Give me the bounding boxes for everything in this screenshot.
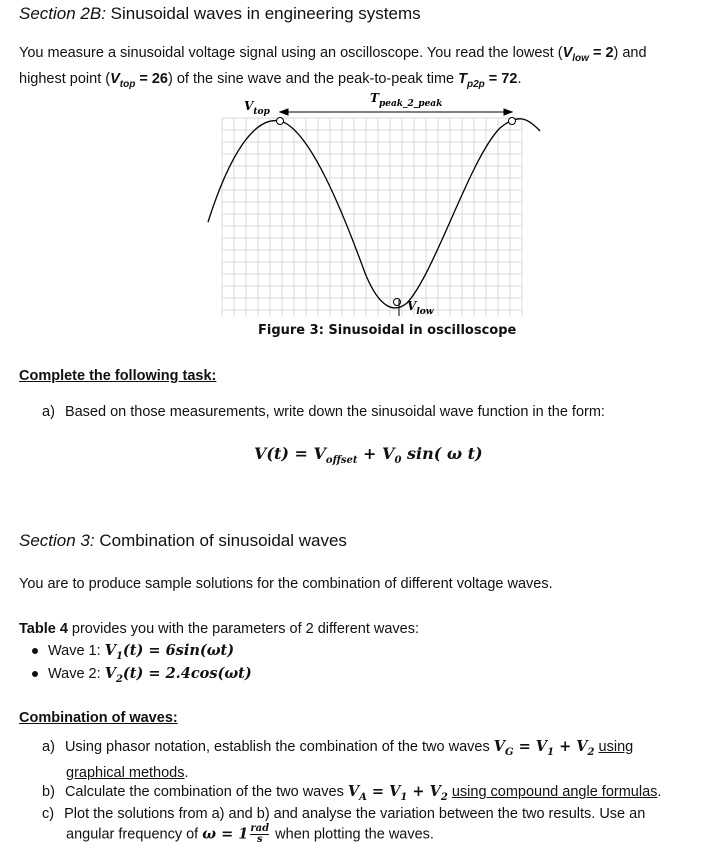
wave-formula: $V(t) = V_{offset} + V_0$ sin( ω t): [254, 444, 483, 467]
section-3-title: [19, 531, 347, 551]
wave-1-label: Wave 1:: [48, 643, 105, 659]
combination-c-prefix: c): [42, 806, 55, 822]
figure-caption: Figure 3: Sinusoidal in oscilloscope: [258, 323, 517, 338]
bullet-icon: [32, 648, 38, 654]
combination-b-math: $V_A = V_1 + V_2$: [347, 783, 448, 803]
vlow-value: = 2: [588, 45, 614, 61]
task-heading: Complete the following task:: [19, 368, 217, 384]
vtop-value: = 26: [135, 70, 168, 87]
oscilloscope-grid: [222, 118, 522, 316]
combination-a-text: Using phasor notation, establish the combination of the two waves: [64, 739, 494, 755]
vtop-symbol: $V_{top}$: [110, 70, 136, 90]
combination-a-underline-1: using: [598, 739, 634, 755]
oscilloscope-figure: [200, 88, 560, 323]
task-a: [42, 402, 605, 422]
section-2b-title-italic: Section 2B:: [19, 4, 106, 23]
section-3-title-italic: Section 3:: [19, 531, 95, 550]
combination-a-math: $V_G = V_1 + V_2$: [493, 738, 595, 758]
rad-per-s-fraction: rad s: [250, 823, 270, 845]
combination-a: a) Using phasor notation, establish the combination of the two waves $V_G = V_1 + V_2$ using graphical methods.: [42, 738, 634, 781]
second-peak-marker: [509, 118, 516, 125]
intro-text-a: You measure a sinusoidal voltage signal using an oscilloscope. You read the lowest (: [19, 45, 563, 61]
task-a-text: Based on those measurements, write down the sinusoidal wave function in the form:: [64, 404, 605, 420]
wave-2-item: [32, 664, 252, 690]
combination-b-prefix: b): [42, 784, 55, 800]
combination-heading: Combination of waves:: [19, 710, 178, 726]
combination-b-underline: using compound angle formulas: [451, 784, 658, 800]
peak-to-peak-arrow: [280, 109, 512, 115]
section-2b-title: [19, 4, 421, 24]
intro-text-b: ) and: [613, 45, 647, 61]
tp2p-symbol: $T_{p2p}$: [458, 70, 485, 90]
combination-c-text-2: angular frequency of: [66, 826, 203, 843]
combination-c-text-1: Plot the solutions from a) and b) and analyse the variation between the two results. Use an: [64, 806, 646, 822]
section-2b-intro: [19, 43, 719, 95]
table-4-text: provides you with the parameters of 2 different waves:: [67, 621, 420, 637]
wave-2-formula: $V_2(t) = 2.4\cos(\omega t)$: [104, 665, 252, 685]
table-4-ref: Table 4: [19, 621, 68, 637]
combination-a-prefix: a): [42, 739, 55, 755]
task-a-prefix: a): [42, 404, 55, 420]
intro-text-e: .: [517, 70, 522, 87]
combination-c: [42, 804, 718, 845]
table-4-intro: [19, 619, 419, 639]
vlow-symbol: $V_{low}$: [562, 45, 589, 64]
vtop-label: $V_{top}$: [244, 99, 270, 117]
combination-c-text-3: when plotting the waves.: [271, 826, 434, 843]
vlow-label: $V_{low}$: [407, 299, 434, 317]
tp2p-value: = 72: [484, 70, 518, 87]
bullet-icon: [32, 671, 38, 677]
combination-b: b) Calculate the combination of the two waves $V_A = V_1 + V_2$ using compound angle formulas.: [42, 783, 662, 803]
section-3-title-rest: Combination of sinusoidal waves: [94, 531, 347, 550]
section-2b-title-rest: Sinusoidal waves in engineering systems: [105, 4, 421, 23]
wave-1-item: [32, 641, 234, 667]
combination-a-underline-2: graphical methods: [66, 764, 185, 781]
section-3-intro: You are to produce sample solutions for the combination of different voltage waves.: [19, 576, 553, 592]
wave-1-formula: $V_1(t) = 6\sin(\omega t)$: [104, 642, 235, 662]
vtop-marker: [277, 118, 284, 125]
omega-value: ω = 1: [202, 825, 249, 843]
combination-b-text: Calculate the combination of the two waves: [64, 784, 348, 800]
intro-text-c: highest point (: [19, 70, 111, 87]
wave-2-label: Wave 2:: [48, 666, 105, 682]
intro-text-d: ) of the sine wave and the peak-to-peak time: [167, 70, 459, 87]
tpeak-label: $T_{peak\_2\_peak}$: [370, 91, 443, 109]
